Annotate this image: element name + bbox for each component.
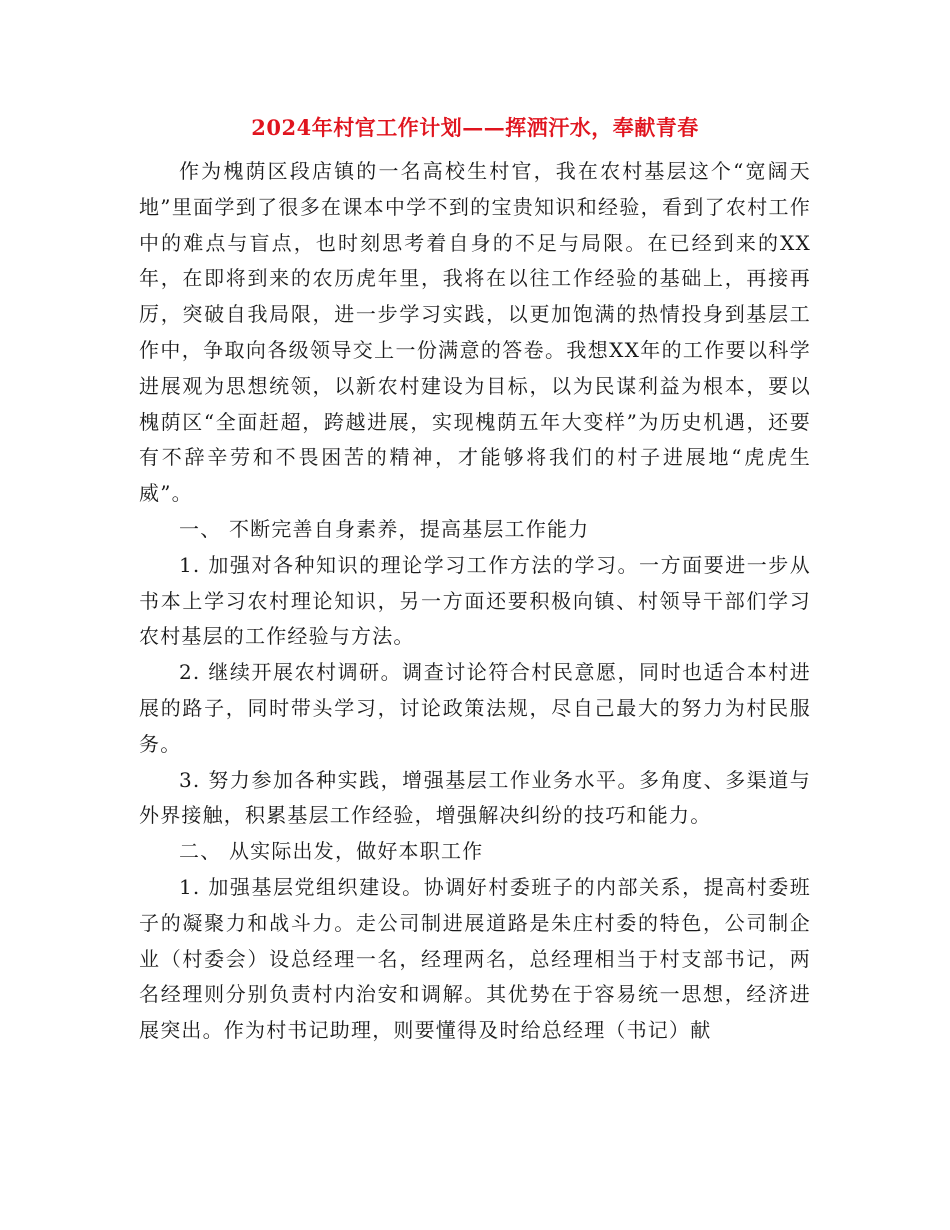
section-heading-2: 二、 从实际出发，做好本职工作 [179,839,484,864]
paragraph-1-2: 2. 继续开展农村调研。调查讨论符合村民意愿，同时也适合本村进展的路子，同时带头学习，讨论政策法规，尽自己最大的努力为村民服务。 [139,660,811,756]
paragraph-2-1: 1. 加强基层党组织建设。协调好村委班子的内部关系，提高村委班子的凝聚力和战斗力。走公司制进展道路是朱庄村委的特色，公司制企业（村委会）设总经理一名，经理两名，总经理相当于村支部书记，两名经理则分别负责村内治安和调解。其优势在于容易统一思想，经济进展突出。作为村书记助理，则要懂得及时给总经理（书记）献 [139,874,811,1043]
document-title: 2024年村官工作计划——挥洒汗水，奉献青春 [251,115,699,140]
paragraph-intro: 作为槐荫区段店镇的一名高校生村官，我在农村基层这个“宽阔天地”里面学到了很多在课本中学不到的宝贵知识和经验，看到了农村工作中的难点与盲点，也时刻思考着自身的不足与局限。在已经到来的XX年，在即将到来的农历虎年里，我将在以往工作经验的基础上，再接再厉，突破自我局限，进一步学习实践，以更加饱满的热情投身到基层工作中，争取向各级领导交上一份满意的答卷。我想XX年的工作要以科学进展观为思想统领，以新农村建设为目标，以为民谋利益为根本，要以槐荫区“全面赶超，跨越进展，实现槐荫五年大变样”为历史机遇，还要有不辞辛劳和不畏困苦的精神，才能够将我们的村子进展地“虎虎生威”。 [139,159,811,506]
section-heading-1: 一、 不断完善自身素养，提高基层工作能力 [179,516,590,541]
document-body [139,154,811,1049]
paragraph-1-1: 1. 加强对各种知识的理论学习工作方法的学习。一方面要进一步从书本上学习农村理论知识，另一方面还要积极向镇、村领导干部们学习农村基层的工作经验与方法。 [139,552,811,649]
paragraph-1-3: 3. 努力参加各种实践，增强基层工作业务水平。多角度、多渠道与外界接触，积累基层工作经验，增强解决纠纷的技巧和能力。 [139,767,811,828]
